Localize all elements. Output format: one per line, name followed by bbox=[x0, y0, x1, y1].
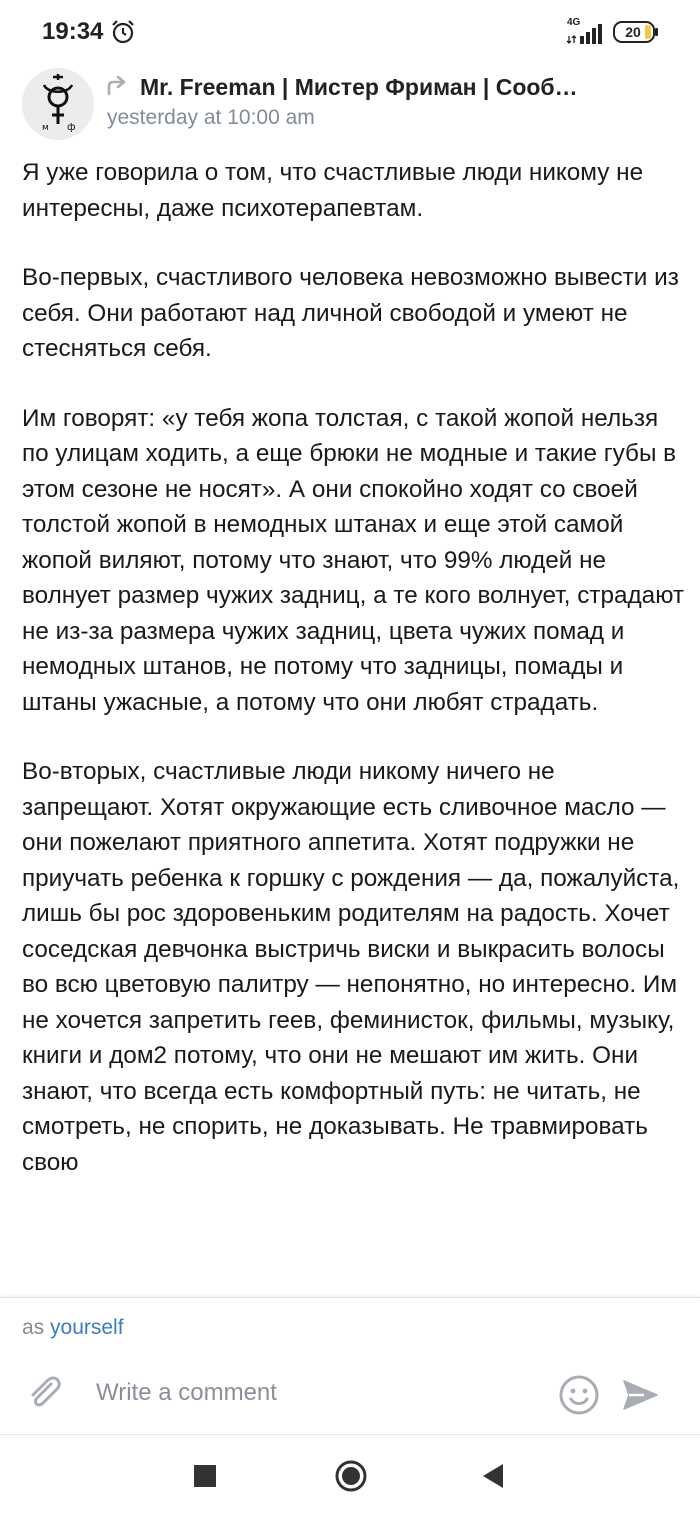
repost-icon bbox=[106, 76, 128, 96]
status-time: 19:34 bbox=[42, 18, 104, 45]
post-paragraph: Я уже говорила о том, что счастливые люди никому не интересны, даже психотерапевтам. bbox=[22, 159, 644, 222]
signal-strength-icon bbox=[566, 22, 606, 44]
paperclip-icon[interactable] bbox=[24, 1372, 64, 1412]
battery-level: 20 bbox=[625, 24, 641, 40]
send-arrow-icon[interactable] bbox=[620, 1375, 660, 1415]
alarm-clock-icon bbox=[110, 19, 136, 45]
post-paragraph: Во-первых, счастливого человека невозможно вывести из себя. Они работают над личной свободой и умеют не стесняться себя. bbox=[22, 264, 679, 362]
comment-author-selector[interactable] bbox=[22, 1316, 124, 1340]
author-name[interactable]: Mr. Freeman | Мистер Фриман | Сооб… bbox=[140, 74, 578, 100]
svg-text:м: м bbox=[42, 123, 49, 133]
square-icon[interactable] bbox=[194, 1465, 216, 1487]
triangle-back-icon[interactable] bbox=[481, 1462, 505, 1490]
circle-icon[interactable] bbox=[334, 1459, 368, 1493]
status-bar bbox=[0, 0, 700, 64]
comment-input[interactable] bbox=[96, 1373, 536, 1413]
as-label: as bbox=[22, 1316, 45, 1339]
post-text bbox=[22, 155, 690, 1297]
as-name-link[interactable]: yourself bbox=[50, 1316, 124, 1339]
avatar[interactable] bbox=[22, 68, 94, 140]
smiley-icon[interactable] bbox=[558, 1374, 600, 1416]
community-logo-icon bbox=[22, 68, 94, 140]
post-paragraph: Во-вторых, счастливые люди никому ничего не запрещают. Хотят окружающие есть сливочное масло — они пожелают приятного аппетита. Хотят подружки не приучать ребенка к горшку с рождения — да, пожалуйста, лишь бы рос здоровеньким родителям на радость. Хочет соседская девчонка выстричь виски и выкрасить волосы во всю цветовую палитру — непонятно, но интересно. Им не хочется запретить геев, феминисток, фильмы, музыку, книги и дом2 потому, что они не мешают им жить. Они знают, что всегда есть комфортный путь: не читать, не смотреть, не спорить, не доказывать. Не травмировать свою bbox=[22, 758, 680, 1176]
post-timestamp[interactable]: yesterday at 10:00 am bbox=[107, 106, 315, 129]
svg-text:ф: ф bbox=[67, 122, 76, 133]
network-type-label: 4G bbox=[567, 17, 581, 28]
post-paragraph: Им говорят: «у тебя жопа толстая, с такой жопой нельзя по улицам ходить, а еще брюки не модные и такие губы в этом сезоне не носят». А они спокойно ходят со своей толстой жопой в немодных штанах и еще этой самой жопой виляют, потому что знают, что 99% людей не волнует размер чужих задниц, а те кого волнует, страдают не из-за размера чужих задниц, цвета чужих помад и немодных штанов, не потому что задницы, помады и штаны ужасные, а потому что они любят страдать. bbox=[22, 404, 685, 716]
